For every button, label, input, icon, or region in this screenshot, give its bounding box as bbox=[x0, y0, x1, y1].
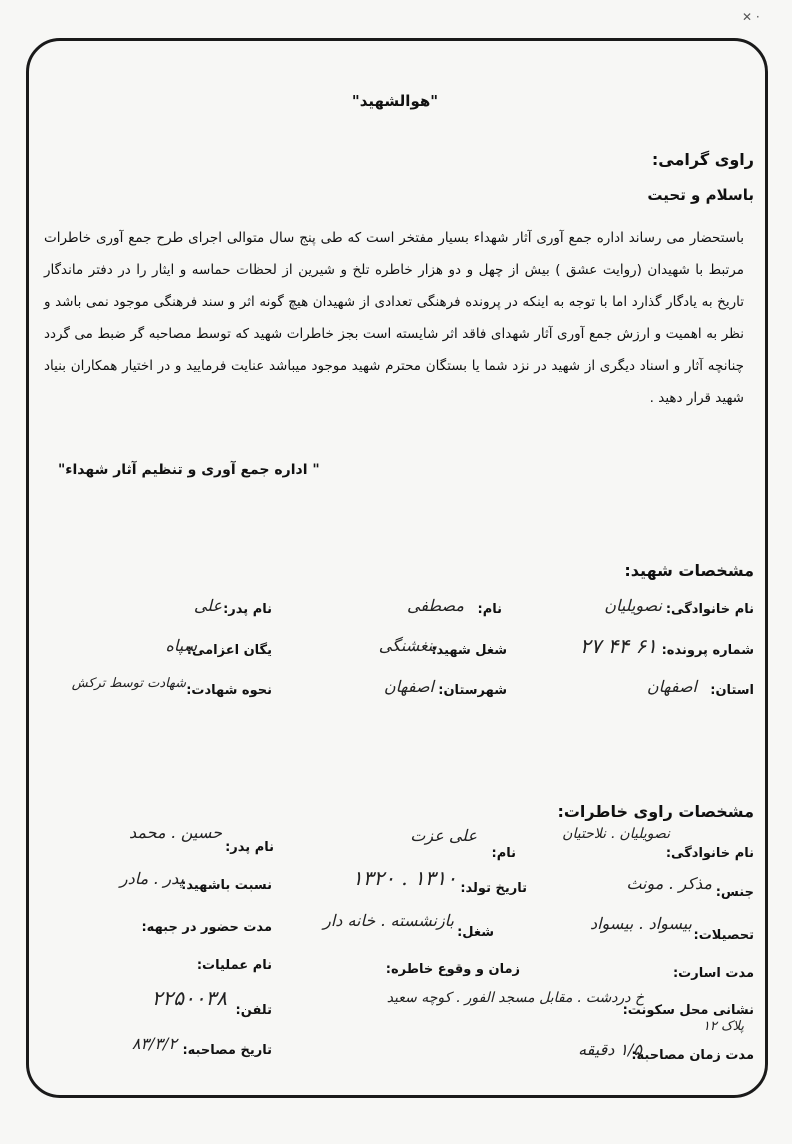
narrator-relation-label: نسبت باشهید: bbox=[181, 878, 272, 893]
narrator-front-duration-label: مدت حضور در جبهه: bbox=[141, 920, 272, 935]
narrator-birth-date-value: ۱۳۲۰ . ۱۳۱۰ bbox=[351, 866, 457, 890]
letter-body: باستحضار می رساند اداره جمع آوری آثار شهداء بسیار مفتخر است که طی پنج سال متوالی اجرای طرح جمع آوری خاطرات مرتبط با شهیدان (روایت عشق ) بیش از چهل و دو هزار خاطره تلخ و شیرین از لحظات حماسه و ایثار را در دفتر ماندگار تاریخ به یادگار گذارد اما با توجه به اینکه در پرونده فرهنگی تعدادی از شهیدان هیچ گونه اثر و سند فرهنگی موجود نمی باشد و نظر به اهمیت و ارزش جمع آوری آثار شهدای فاقد اثر شایسته است بجز خاطرات شهید که توسط مصاحبه گر ضبط می گردد چنانچه آثار و اسناد دیگری از شهید در نزد شما یا بستگان محترم شهید موجود میباشد عنایت فرمایید و در اختیار همکاران بنیاد شهید قرار دهید . bbox=[44, 230, 744, 406]
narrator-interview-duration-label: مدت زمان مصاحبه: bbox=[631, 1048, 754, 1063]
martyr-martyrdom-type-value: شهادت توسط ترکش bbox=[71, 676, 186, 691]
narrator-memory-time-place-label: زمان و وقوع خاطره: bbox=[385, 962, 520, 977]
scan-artifact-icon: ✕ · bbox=[742, 10, 760, 24]
narrator-education-label: تحصیلات: bbox=[693, 928, 754, 943]
narrator-interview-date-value: ۸۳/۳/۲ bbox=[131, 1034, 177, 1053]
narrator-phone-value: ۲۲۵۰۰۳۸ bbox=[151, 986, 227, 1010]
martyr-name-value: مصطفی bbox=[407, 596, 464, 615]
narrator-relation-value: پدر . مادر bbox=[119, 869, 184, 888]
martyr-unit-value: سپاه bbox=[165, 636, 197, 655]
narrator-gender-value: مذکر . مونث bbox=[626, 874, 712, 893]
narrator-birth-date-label: تاریخ تولد: bbox=[460, 881, 527, 896]
document-title: "هوالشهید" bbox=[351, 92, 439, 110]
martyr-city-label: شهرستان: bbox=[438, 683, 507, 698]
letter-signature: " اداره جمع آوری و تنظیم آثار شهداء" bbox=[58, 462, 320, 478]
martyr-family-name-label: نام خانوادگی: bbox=[665, 602, 754, 617]
narrator-occupation-label: شغل: bbox=[457, 925, 494, 940]
greeting-line: راوی گرامی: bbox=[651, 150, 754, 169]
martyr-father-name-label: نام پدر: bbox=[223, 602, 272, 617]
martyr-section-title: مشخصات شهید: bbox=[624, 561, 754, 580]
narrator-interview-duration-value: ۱/۵ دقیقه bbox=[578, 1040, 642, 1059]
narrator-address-value-line2: پلاک ۱۲ bbox=[702, 1019, 744, 1034]
narrator-family-name-label: نام خانوادگی: bbox=[665, 846, 754, 861]
martyr-occupation-value: بنغشنگی bbox=[378, 636, 437, 655]
martyr-file-number-label: شماره پرونده: bbox=[661, 643, 754, 658]
salutation-line: باسلام و تحیت bbox=[647, 186, 754, 204]
martyr-city-value: اصفهان bbox=[383, 677, 434, 696]
martyr-name-label: نام: bbox=[477, 602, 502, 617]
narrator-name-value: علی عزت bbox=[410, 826, 477, 845]
martyr-martyrdom-type-label: نحوه شهادت: bbox=[186, 683, 272, 698]
narrator-family-name-value: نصویلیان . نلاحتیان bbox=[562, 826, 670, 842]
narrator-name-label: نام: bbox=[491, 846, 516, 861]
narrator-operation-name-label: نام عملیات: bbox=[196, 958, 272, 973]
martyr-occupation-label: شغل شهید: bbox=[431, 643, 507, 658]
narrator-occupation-value: بازنشسته . خانه دار bbox=[323, 911, 454, 930]
narrator-gender-label: جنس: bbox=[715, 885, 754, 900]
narrator-father-name-label: نام پدر: bbox=[225, 840, 274, 855]
narrator-father-name-value: حسین . محمد bbox=[129, 823, 222, 842]
narrator-interview-date-label: تاریخ مصاحبه: bbox=[182, 1043, 272, 1058]
martyr-province-label: استان: bbox=[710, 683, 754, 698]
narrator-address-value: خ دردشت . مقابل مسجد الفور . کوچه سعید bbox=[386, 990, 644, 1006]
narrator-section-title: مشخصات راوی خاطرات: bbox=[557, 802, 754, 821]
martyr-unit-label: یگان اعزامی: bbox=[186, 643, 272, 658]
narrator-education-value: بیسواد . بیسواد bbox=[589, 914, 692, 933]
martyr-father-name-value: علی bbox=[193, 596, 222, 615]
martyr-province-value: اصفهان bbox=[646, 677, 697, 696]
narrator-address-label: نشانی محل سکونت: bbox=[622, 1003, 754, 1018]
martyr-family-name-value: نصویلیان bbox=[604, 596, 662, 615]
narrator-captivity-duration-label: مدت اسارت: bbox=[672, 966, 754, 981]
narrator-phone-label: تلفن: bbox=[235, 1003, 272, 1018]
martyr-file-number-value: ۲۷ ۴۴ ۶۱ bbox=[579, 634, 657, 658]
